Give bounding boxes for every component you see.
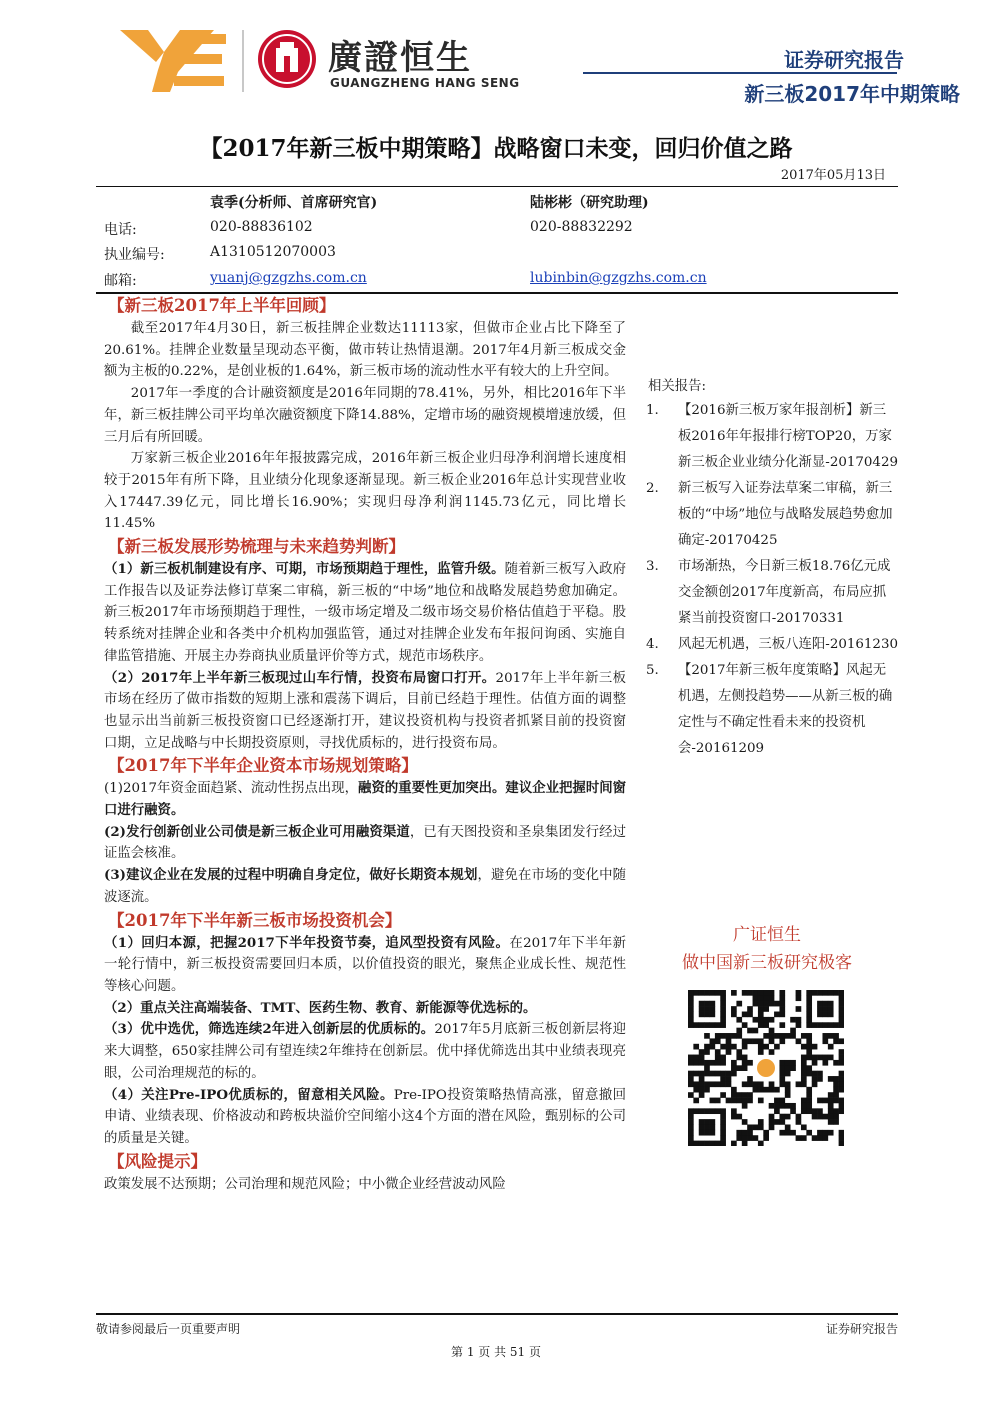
related-report-number: 2. (646, 481, 659, 496)
opportunity-item-2: （2）重点关注高端装备、TMT、医药生物、教育、新能源等优选标的。 (104, 999, 537, 1016)
review-paragraph-1: 截至2017年4月30日，新三板挂牌企业数达11113家，但做市企业占比下降至了20.61%。挂牌企业数量呈现动态平衡，做市转让热情退潮。2017年4月新三板成交金额为主板的0.22%，是创业板的1.64%，新三板市场的流动性水平有较大的上升空间。 (104, 321, 626, 380)
license-label: 执业编号: (104, 247, 165, 263)
trend-item-1-lead: （1）新三板机制建设有序、可期，市场预期趋于理性，监管升级。 (104, 561, 505, 578)
email-label: 邮箱: (104, 273, 137, 289)
trend-item-1-body: 随着新三板写入政府工作报告以及证券法修订草案二审稿，新三板的“中场”地位和战略发展趋势愈加确定。新三板2017年市场预期趋于理性，一级市场定增及二级市场交易价格估值趋于平稳。股转系统对挂牌企业和各类中介机构加强监管，通过对挂牌企业发布年报问询函、实施自律监管措施、开展主办券商执业质量评价等方式，规范市场秩序。 (104, 562, 626, 664)
related-report-item[interactable] (646, 398, 898, 476)
report-date: 2017年05月13日 (780, 168, 886, 183)
plan-item-3 (104, 865, 626, 908)
opportunity-item-1 (104, 933, 626, 998)
related-report-number: 1. (646, 403, 659, 418)
plan-item-1 (104, 778, 626, 821)
review-paragraph-3: 万家新三板企业2016年年报披露完成，2016年新三板企业归母净利润增长速度相较于2015年有所下降，且业绩分化现象逐渐显现。新三板企业2016年总计实现营业收入17447.39亿元，同比增长16.90%；实现归母净利润1145.73亿元，同比增长11.45% (104, 451, 626, 532)
phone-label: 电话: (104, 222, 137, 238)
risk-text: 政策发展不达预期；公司治理和规范风险；中小微企业经营波动风险 (104, 1176, 506, 1192)
promo-brand: 广证恒生 (733, 925, 801, 945)
trend-item-2-lead: （2）2017年上半年新三板现过山车行情，投资布局窗口打开。 (104, 669, 496, 686)
related-report-title: 【2017年新三板年度策略】风起无机遇，左侧投趋势——从新三板的确定性与不确定性看未来的投资机会-20161209 (678, 663, 893, 756)
section-heading-plan: 【2017年下半年企业资本市场规划策略】 (108, 756, 418, 776)
related-reports-label: 相关报告: (648, 379, 707, 394)
footer-disclaimer: 敬请参阅最后一页重要声明 (96, 1322, 241, 1336)
ye-logo-icon (118, 26, 233, 92)
company-logo (118, 26, 538, 96)
related-report-item[interactable] (646, 476, 898, 554)
plan-item-1-lead: (1)2017年资金面趋紧、流动性拐点出现， (104, 781, 359, 797)
related-report-number: 4. (646, 637, 659, 652)
report-type: 证券研究报告 (784, 48, 904, 72)
related-report-item[interactable] (646, 658, 898, 762)
analyst-1-email-link[interactable]: yuanj@gzgzhs.com.cn (210, 270, 367, 286)
footer-rule (96, 1313, 898, 1315)
analyst-2-email-link[interactable]: lubinbin@gzgzhs.com.cn (530, 270, 707, 286)
opportunity-item-3-lead: （3）优中选优，筛选连续2年进入创新层的优质标的。 (104, 1021, 435, 1038)
plan-item-2-lead: (2)发行创新创业公司债是新三板企业可用融资渠道 (104, 823, 410, 840)
analyst-2-phone: 020-88832292 (530, 219, 633, 235)
logo-english-name: GUANGZHENG HANG SENG (330, 76, 520, 90)
seal-logo-icon (256, 28, 318, 90)
related-report-title: 【2016新三板万家年报剖析】新三板2016年年报排行榜TOP20，万家新三板企业业绩分化渐显-20170429 (678, 403, 898, 470)
main-content (104, 294, 626, 1195)
trend-item-2 (104, 668, 626, 755)
opportunity-item-1-body: 在2017年下半年新一轮行情中，新三板投资需要回归本质，以价值投资的眼光，聚焦企业成长性、规范性等核心问题。 (104, 935, 626, 994)
section-heading-opportunity: 【2017年下半年新三板市场投资机会】 (108, 910, 402, 930)
plan-item-3-lead: (3)建议企业在发展的过程中明确自身定位，做好长期资本规划 (104, 867, 478, 884)
page-number: 第 1 页 共 51 页 (451, 1345, 541, 1359)
review-paragraph-2: 2017年一季度的合计融资额度是2016年同期的78.41%，另外，相比2016年下半年，新三板挂牌公司平均单次融资额度下降14.88%，定增市场的融资规模增速放缓，但三月后有所回暖。 (104, 386, 626, 445)
promo-slogan: 做中国新三板研究极客 (682, 953, 852, 973)
section-heading-trend: 【新三板发展形势梳理与未来趋势判断】 (108, 537, 405, 557)
section-heading-review: 【新三板2017年上半年回顾】 (108, 296, 336, 315)
opportunity-item-3-body: 2017年5月底新三板创新层将迎来大调整，650家挂牌公司有望连续2年维持在创新层。优中择优筛选出其中业绩表现亮眼，公司治理规范的标的。 (104, 1022, 626, 1081)
plan-item-2-body: ，已有天图投资和圣泉集团发行经过证监会核准。 (104, 824, 626, 862)
logo-divider (242, 30, 244, 92)
opportunity-item-4-body: Pre-IPO投资策略热情高涨，留意撤回申请、业绩表现、价格波动和跨板块溢价空间缩小这4个方面的潜在风险，甄别标的公司的质量是关键。 (104, 1087, 627, 1146)
trend-item-2-body: 2017年上半年新三板市场在经历了做市指数的短期上涨和震荡下调后，目前已经趋于理性。估值方面的调整也显示出当前新三板投资窗口已经逐渐打开，建议投资机构与投资者抓紧目前的投资窗口期，立足战略与中长期投资原则，寻找优质标的，进行投资布局。 (104, 670, 627, 751)
opportunity-item-3 (104, 1019, 626, 1084)
footer-report-type: 证券研究报告 (825, 1322, 898, 1336)
plan-item-3-body: ，避免在市场的变化中随波逐流。 (104, 868, 626, 905)
related-reports-list (646, 398, 898, 762)
trend-item-1 (104, 559, 626, 668)
analyst-1-name: 袁季(分析师、首席研究官) (210, 195, 378, 211)
section-heading-risk: 【风险提示】 (108, 1151, 207, 1171)
analyst-2-name: 陆彬彬（研究助理) (530, 195, 649, 211)
opportunity-item-4 (104, 1085, 626, 1150)
logo-chinese-name: 廣證恒生 (328, 38, 472, 78)
related-report-number: 5. (646, 663, 659, 678)
related-report-title: 新三板写入证券法草案二审稿，新三板的“中场”地位与战略发展趋势愈加确定-20170425 (678, 481, 893, 548)
analyst-1-phone: 020-88836102 (210, 219, 313, 235)
related-report-number: 3. (646, 559, 659, 574)
qr-code-icon[interactable] (688, 990, 844, 1146)
related-report-title: 市场渐热，今日新三板18.76亿元成交金额创2017年度新高，布局应抓紧当前投资窗口-20170331 (678, 559, 891, 626)
related-report-title: 风起无机遇，三板八连阳-20161230 (678, 637, 898, 652)
report-title: 【2017年新三板中期策略】战略窗口未变，回归价值之路 (199, 135, 793, 162)
plan-item-1-emphasis: 融资的重要性更加突出。建议企业把握时间窗口进行融资。 (104, 780, 627, 819)
opportunity-item-4-lead: （4）关注Pre-IPO优质标的，留意相关风险。 (104, 1086, 394, 1103)
title-rule (96, 186, 898, 187)
analyst-1-license: A1310512070003 (210, 244, 336, 260)
header-divider (583, 72, 897, 74)
related-report-item[interactable] (646, 554, 898, 632)
related-report-item[interactable] (646, 632, 898, 658)
report-series: 新三板2017年中期策略 (744, 82, 960, 106)
opportunity-item-1-lead: （1）回归本源，把握2017下半年投资节奏，追风型投资有风险。 (104, 934, 510, 951)
plan-item-2 (104, 822, 626, 865)
